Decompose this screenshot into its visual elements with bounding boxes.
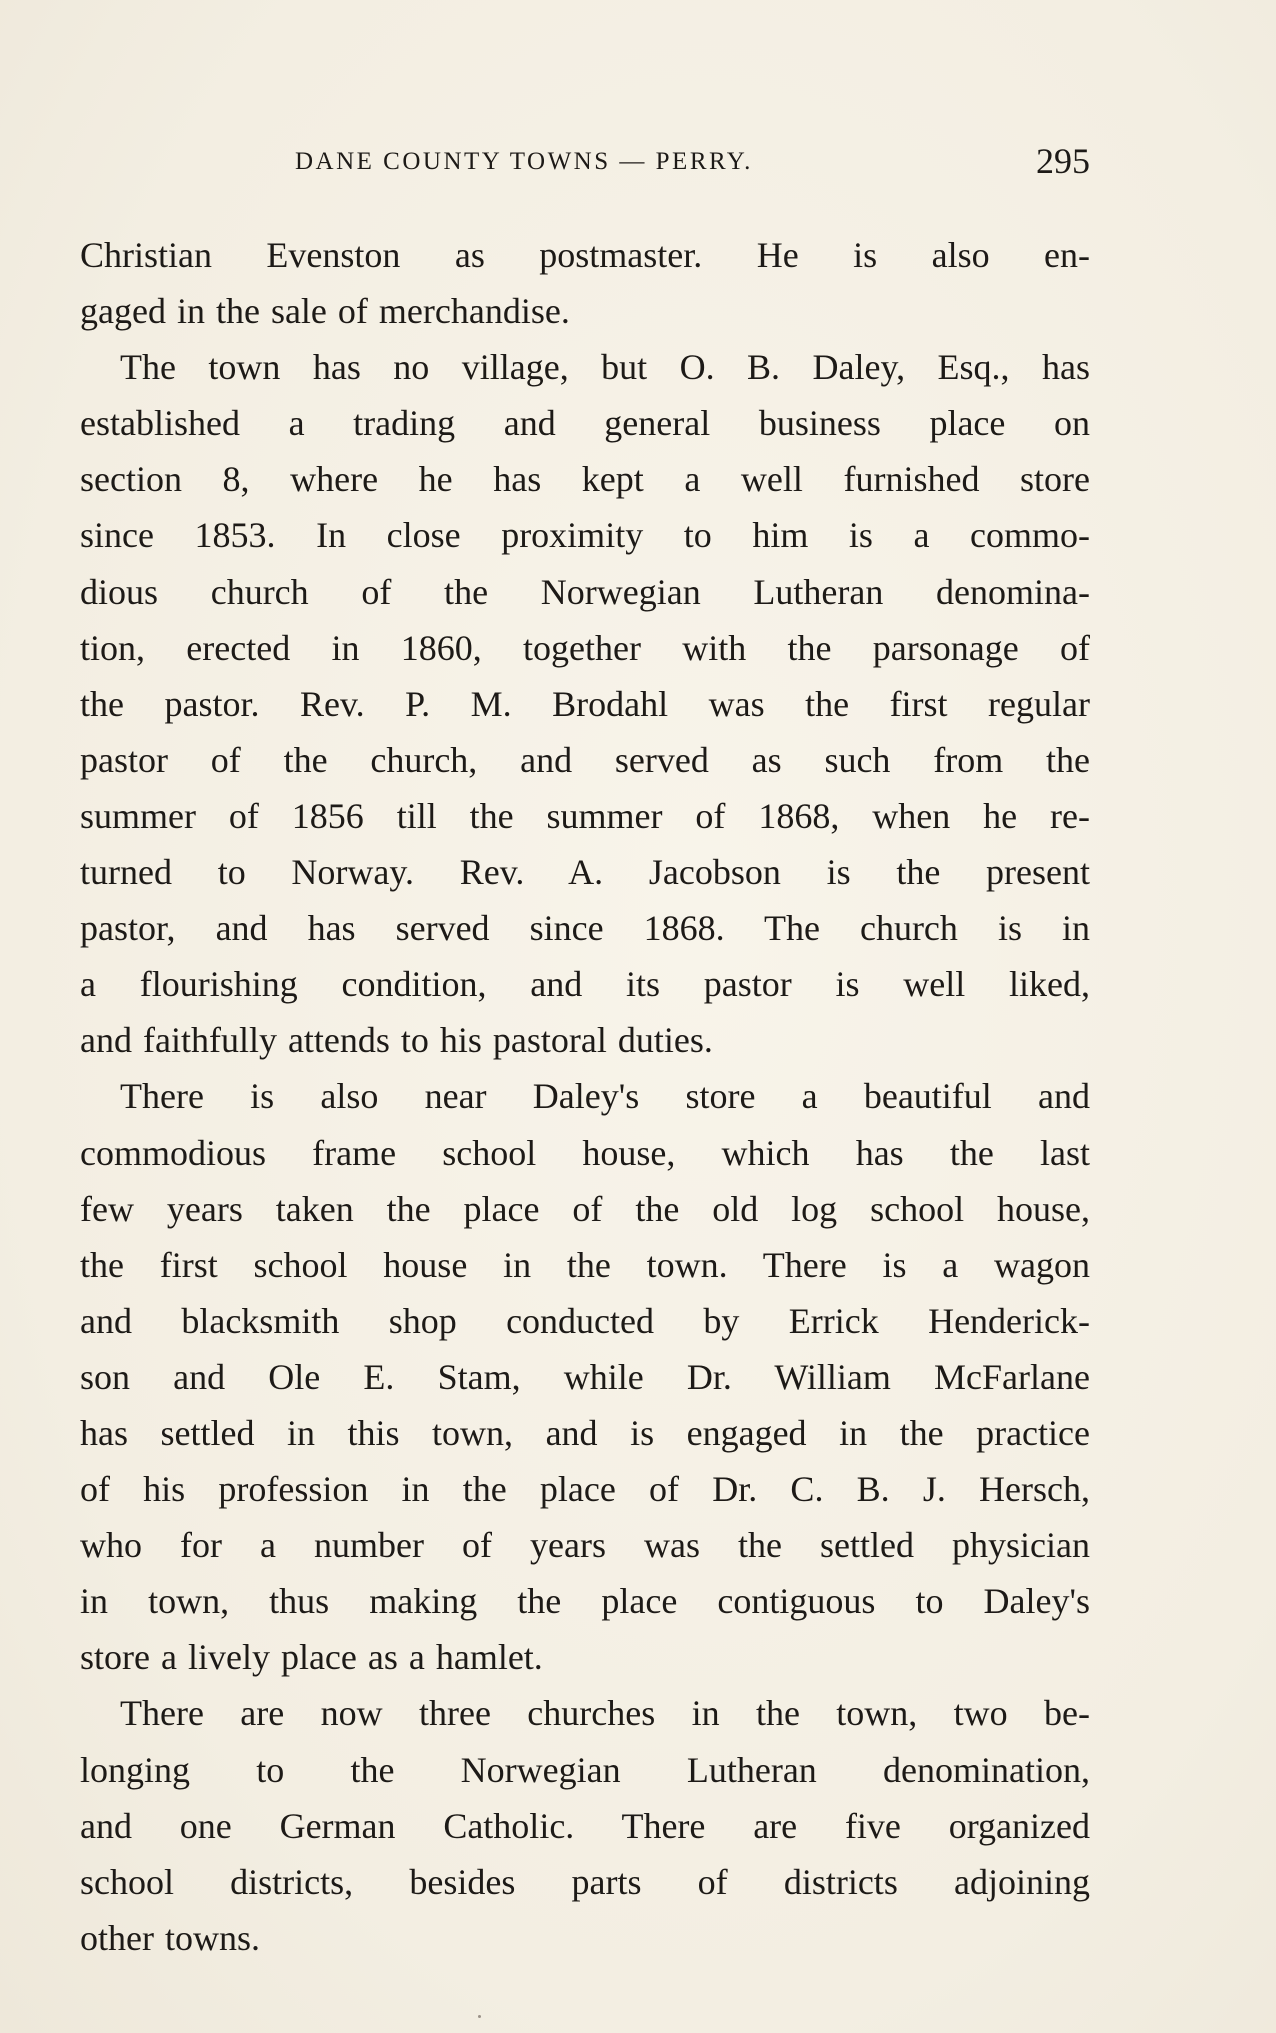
body-text	[80, 227, 1090, 1966]
text-line: longing to the Norwegian Lutheran denomination,	[80, 1749, 1090, 1790]
text-line: turned to Norway. Rev. A. Jacobson is the present	[80, 852, 1090, 893]
text-line: school districts, besides parts of districts adjoining	[80, 1861, 1090, 1902]
paper-speck	[478, 2015, 481, 2018]
text-line: son and Ole E. Stam, while Dr. William McFarlane	[80, 1356, 1090, 1397]
text-line: dious church of the Norwegian Lutheran denomina-	[80, 571, 1090, 612]
text-line: in town, thus making the place contiguous to Daley's	[80, 1581, 1090, 1622]
text-line: few years taken the place of the old log school house,	[80, 1188, 1090, 1229]
text-line: Christian Evenston as postmaster. He is also en-	[80, 235, 1090, 275]
text-line: and one German Catholic. There are five organized	[80, 1805, 1090, 1846]
text-line: The town has no village, but O. B. Daley, Esq., has	[120, 347, 1090, 388]
text-line: the first school house in the town. There is a wagon	[80, 1244, 1090, 1285]
text-line: who for a number of years was the settled physician	[80, 1525, 1090, 1566]
text-line: There are now three churches in the town, two be-	[120, 1693, 1090, 1734]
text-line: store a lively place as a hamlet.	[80, 1637, 543, 1678]
text-line: There is also near Daley's store a beautiful and	[120, 1076, 1090, 1117]
page-header	[80, 140, 1090, 190]
text-line: and faithfully attends to his pastoral duties.	[80, 1020, 713, 1061]
text-line: of his profession in the place of Dr. C. B. J. Hersch,	[80, 1469, 1090, 1510]
running-head: DANE COUNTY TOWNS — PERRY.	[295, 148, 753, 175]
text-line: gaged in the sale of merchandise.	[80, 291, 570, 332]
text-line: since 1853. In close proximity to him is a commo-	[80, 515, 1090, 556]
text-line: pastor of the church, and served as such from the	[80, 739, 1090, 780]
page-number: 295	[1036, 141, 1090, 181]
text-line: established a trading and general business place on	[80, 403, 1090, 444]
text-line: tion, erected in 1860, together with the parsonage of	[80, 627, 1090, 668]
text-line: the pastor. Rev. P. M. Brodahl was the first regular	[80, 683, 1090, 724]
text-line: commodious frame school house, which has the last	[80, 1132, 1090, 1173]
text-line: a flourishing condition, and its pastor is well liked,	[80, 964, 1090, 1005]
text-line: other towns.	[80, 1917, 260, 1958]
text-line: has settled in this town, and is engaged in the practice	[80, 1412, 1090, 1453]
text-line: summer of 1856 till the summer of 1868, when he re-	[80, 795, 1090, 836]
text-line: pastor, and has served since 1868. The church is in	[80, 908, 1090, 949]
text-line: and blacksmith shop conducted by Errick Henderick-	[80, 1300, 1090, 1341]
text-line: section 8, where he has kept a well furnished store	[80, 459, 1090, 500]
